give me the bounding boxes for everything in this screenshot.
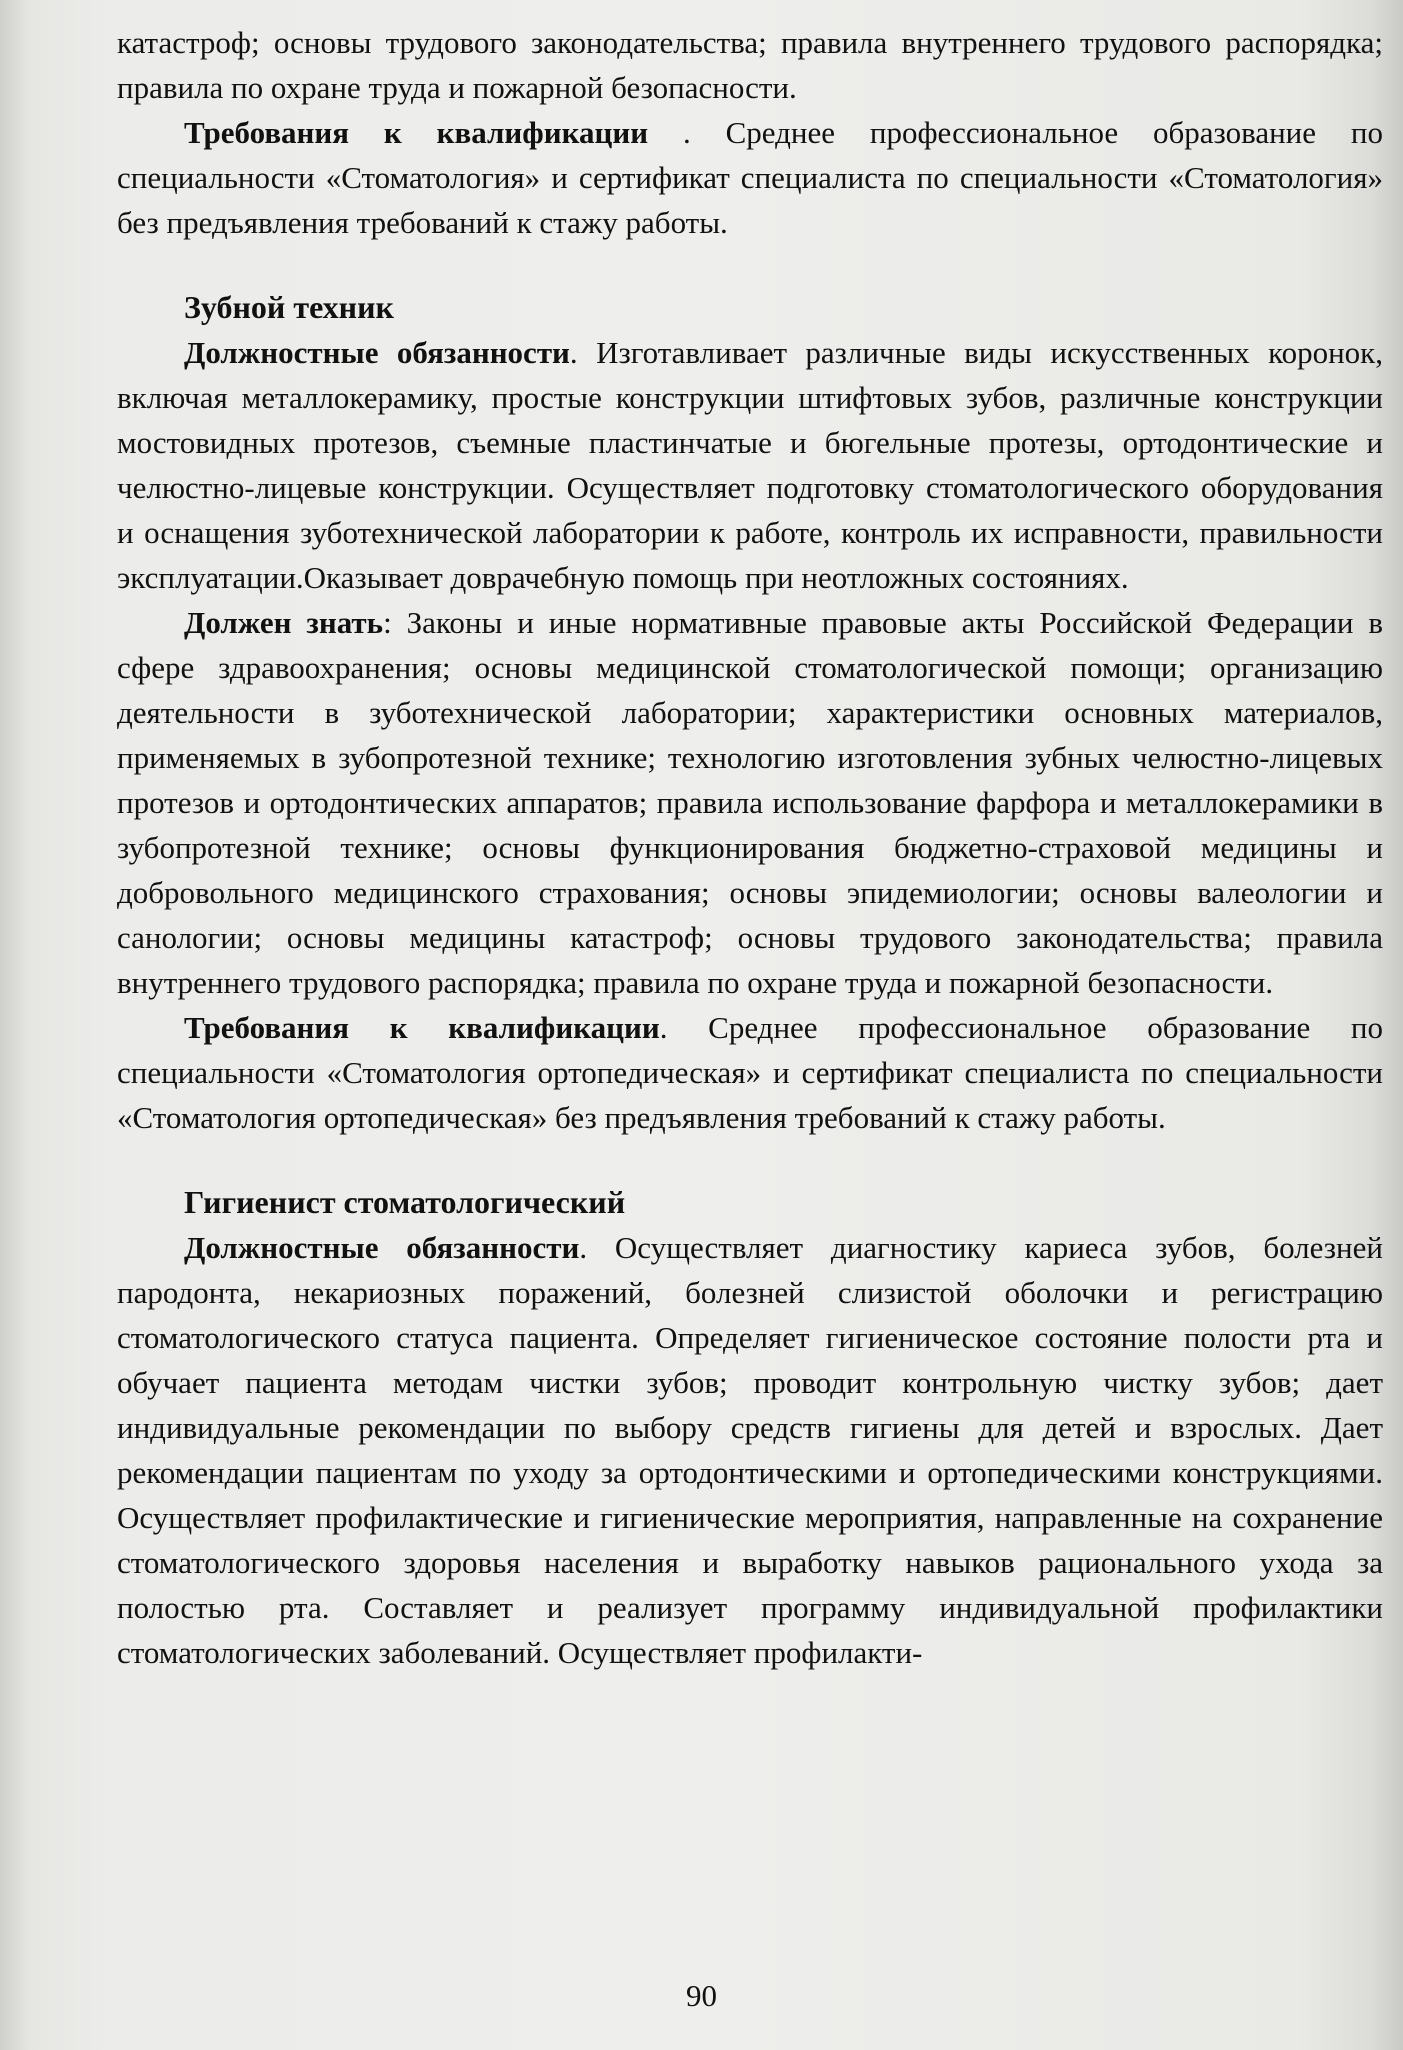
- paragraph-label: Требования к квалификации: [184, 115, 649, 150]
- paragraph-label: Должен знать: [184, 605, 384, 640]
- paragraph-continued: [117, 20, 1383, 110]
- paragraph-duties-2: [117, 1225, 1383, 1675]
- paragraph-text: : Законы и иные нормативные правовые акты Российской Федерации в сфере здравоохранения; основы медицинской стоматологической помощи; организацию деятельности в зуботехнической лаборатории; характеристики основных материалов, применяемых в зубопротезной технике; технологию изготовления зубных челюстно-лицевых протезов и ортодонтических аппаратов; правила использование фарфора и металлокерамики в зубопротезной технике; основы функционирования бюджетно-страховой медицины и добровольного медицинского страхования; основы эпидемиологии; основы валеологии и санологии; основы медицины катастроф; основы трудового законодательства; правила внутреннего трудового распорядка; правила по охране труда и пожарной безопасности.: [117, 605, 1384, 1000]
- page-number: 90: [686, 1978, 717, 2013]
- paragraph-qualification-2: [117, 1005, 1383, 1140]
- paragraph-text: . Изготавливает различные виды искусственных коронок, включая металлокерамику, простые конструкции штифтовых зубов, различные конструкции мостовидных протезов, съемные пластинчатые и бюгельные протезы, ортодонтические и челюстно-лицевые конструкции. Осуществляет подготовку стоматологического оборудования и оснащения зуботехнической лаборатории к работе, контроль их исправности, правильности эксплуатации.Оказывает доврачебную помощь при неотложных состояниях.: [117, 335, 1383, 595]
- paragraph-must-know: [117, 600, 1383, 1005]
- paragraph-text: . Среднее профессиональное образование по специальности «Стоматология» и сертификат специалиста по специальности «Стоматология» без предъявления требований к стажу работы.: [117, 115, 1383, 240]
- paragraph-text: . Среднее профессиональное образование по специальности «Стоматология ортопедическая» и сертификат специалиста по специальности «Стоматология ортопедическая» без предъявления требований к стажу работы.: [117, 1010, 1383, 1135]
- paragraph-text: катастроф; основы трудового законодательства; правила внутреннего трудового распорядка; правила по охране труда и пожарной безопасности.: [117, 25, 1383, 105]
- section-heading-dental-technician: Зубной техник: [184, 289, 394, 325]
- paragraph-label: Должностные обязанности: [184, 335, 570, 370]
- paragraph-label: Должностные обязанности: [184, 1230, 580, 1265]
- section-heading-dental-hygienist: Гигиенист стоматологический: [184, 1184, 626, 1220]
- paragraph-duties-1: [117, 330, 1383, 600]
- paragraph-text: . Осуществляет диагностику кариеса зубов, болезней пародонта, некариозных поражений, болезней слизистой оболочки и регистрацию стоматологического статуса пациента. Определяет гигиеническое состояние полости рта и обучает пациента методам чистки зубов; проводит контрольную чистку зубов; дает индивидуальные рекомендации по выбору средств гигиены для детей и взрослых. Дает рекомендации пациентам по уходу за ортодонтическими и ортопедическими конструкциями. Осуществляет профилактические и гигиенические мероприятия, направленные на сохранение стоматологического здоровья населения и выработку навыков рационального ухода за полостью рта. Составляет и реализует программу индивидуальной профилактики стоматологических заболеваний. Осуществляет профилакти-: [117, 1230, 1383, 1670]
- spacer: [117, 245, 1383, 285]
- paragraph-label: Требования к квалификации: [184, 1010, 660, 1045]
- paragraph-qualification-1: [117, 110, 1383, 245]
- text-block: [117, 20, 1383, 1675]
- spacer: [117, 1140, 1383, 1180]
